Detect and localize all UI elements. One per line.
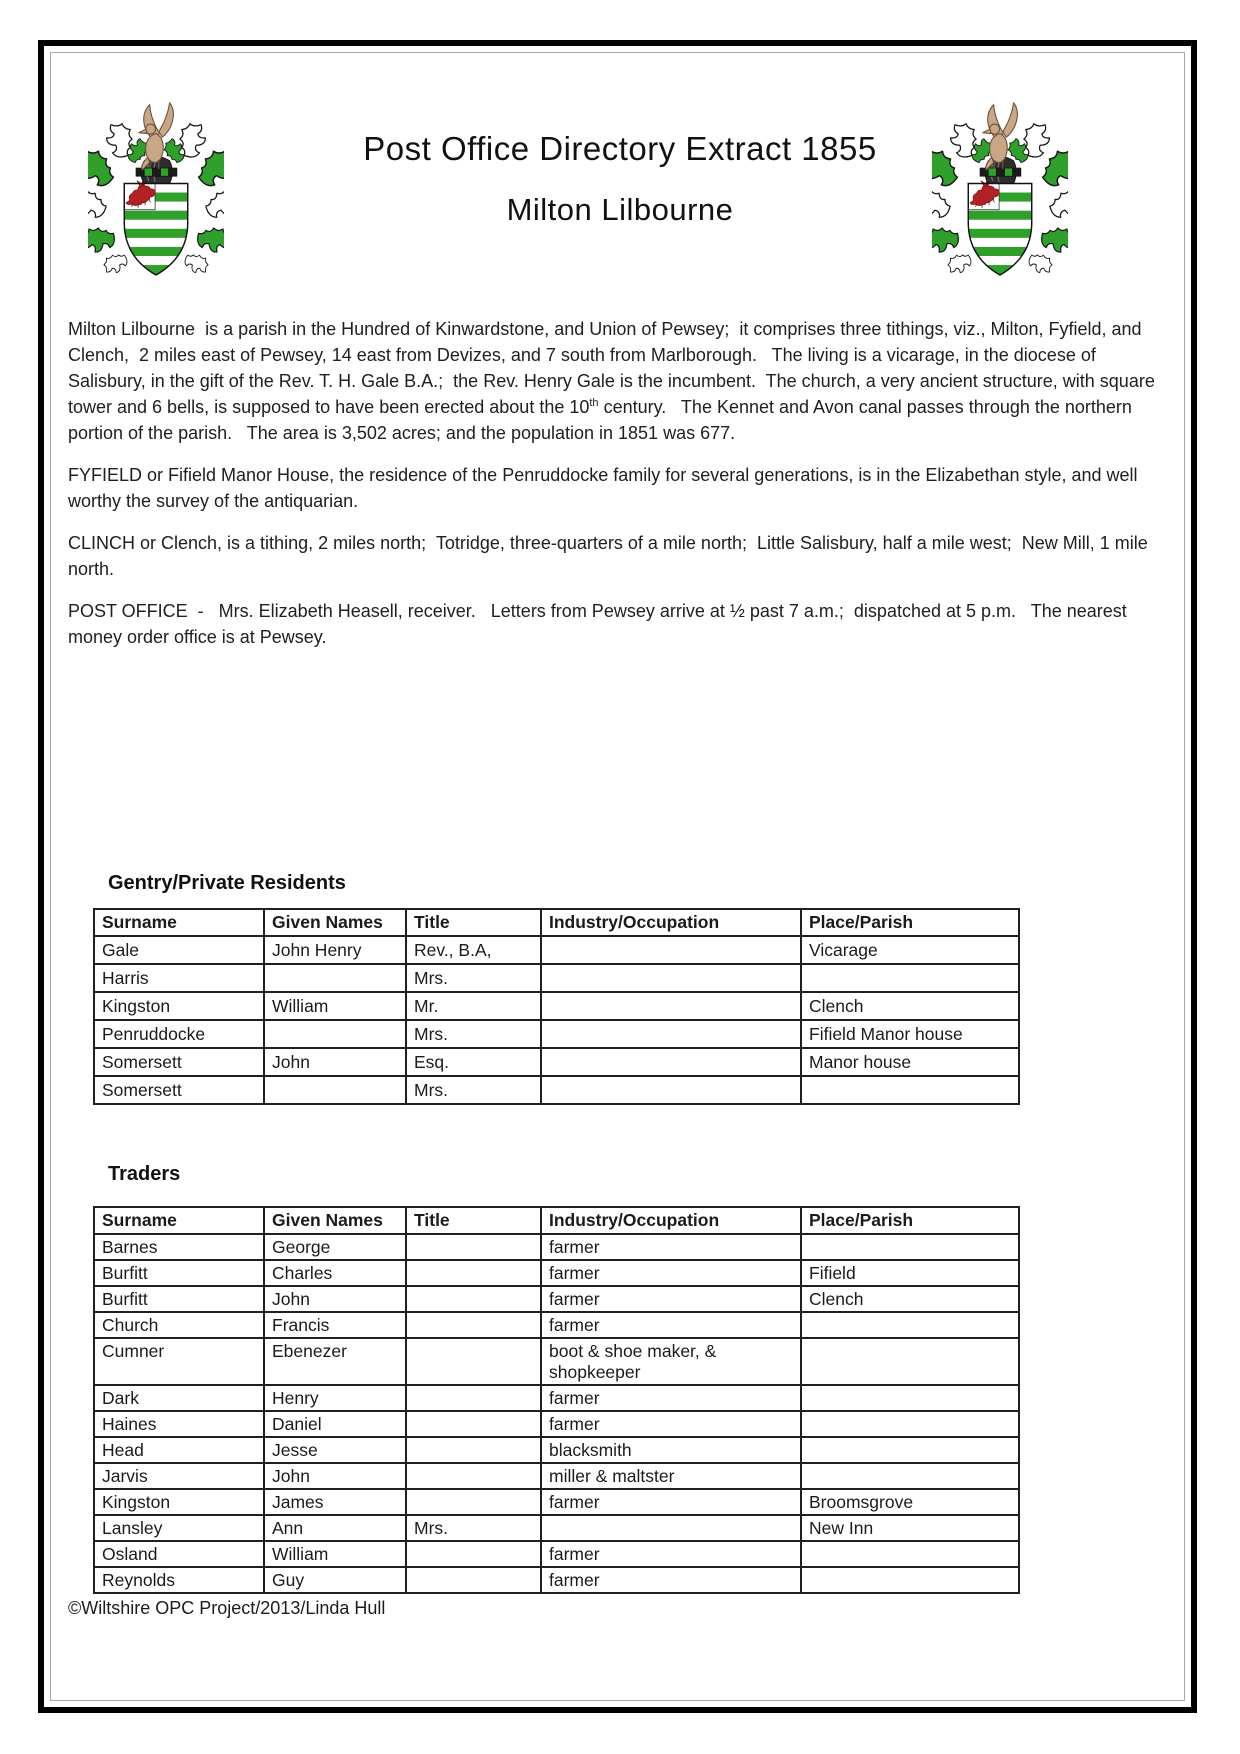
table-cell [406,1541,541,1567]
table-header-row [94,1207,1019,1234]
column-header: Place/Parish [801,909,1019,936]
table-cell [406,1338,541,1385]
table-cell: Clench [801,1286,1019,1312]
table-cell: miller & maltster [541,1463,801,1489]
table-cell [406,1411,541,1437]
table-cell: Guy [264,1567,406,1593]
table-row [94,1338,1019,1385]
table-cell [264,1076,406,1104]
table-cell: Clench [801,992,1019,1020]
table-cell: Ebenezer [264,1338,406,1385]
column-header: Title [406,1207,541,1234]
table-row [94,936,1019,964]
table-cell [541,1515,801,1541]
table-cell: farmer [541,1411,801,1437]
table-row [94,1489,1019,1515]
table-cell: John Henry [264,936,406,964]
table-cell: New Inn [801,1515,1019,1541]
table-row [94,992,1019,1020]
coat-of-arms-icon [88,96,224,280]
table-cell [406,1234,541,1260]
table-cell: Burfitt [94,1260,264,1286]
page-title: Post Office Directory Extract 1855 [363,130,877,167]
table-cell: William [264,992,406,1020]
table-cell [801,1463,1019,1489]
table-row [94,1463,1019,1489]
table-row [94,1286,1019,1312]
table-cell: Rev., B.A, [406,936,541,964]
table-cell [406,1437,541,1463]
table-cell: Penruddocke [94,1020,264,1048]
table-cell: Charles [264,1260,406,1286]
table-row [94,1234,1019,1260]
fyfield-paragraph: FYFIELD or Fifield Manor House, the residence of the Penruddocke family for several generations, is in the Elizabethan style, and well worthy the survey of the antiquarian. [68,465,1143,511]
coat-of-arms-icon [932,96,1068,280]
column-header: Industry/Occupation [541,1207,801,1234]
table-cell [406,1312,541,1338]
table-row [94,1076,1019,1104]
table-cell: farmer [541,1489,801,1515]
table-cell [406,1463,541,1489]
table-row [94,1515,1019,1541]
column-header: Given Names [264,909,406,936]
gentry-table [93,908,1020,1105]
column-header: Industry/Occupation [541,909,801,936]
table-cell: farmer [541,1541,801,1567]
column-header: Given Names [264,1207,406,1234]
table-cell: Osland [94,1541,264,1567]
table-cell: Jesse [264,1437,406,1463]
table-cell [801,1338,1019,1385]
table-cell: Kingston [94,992,264,1020]
table-row [94,1048,1019,1076]
table-cell [264,964,406,992]
table-cell [541,1048,801,1076]
table-cell: William [264,1541,406,1567]
table-cell: James [264,1489,406,1515]
table-cell [264,1020,406,1048]
copyright-text: ©Wiltshire OPC Project/2013/Linda Hull [68,1598,386,1618]
table-cell [541,1076,801,1104]
table-header-row [94,909,1019,936]
body-text [68,316,1176,666]
table-cell: Mrs. [406,964,541,992]
table-cell: Head [94,1437,264,1463]
table-cell [541,1020,801,1048]
table-cell [801,1385,1019,1411]
table-cell: Vicarage [801,936,1019,964]
column-header: Place/Parish [801,1207,1019,1234]
table-cell: farmer [541,1260,801,1286]
traders-table [93,1206,1020,1594]
table-cell: farmer [541,1312,801,1338]
table-row [94,1020,1019,1048]
page-subtitle: Milton Lilbourne [506,192,734,227]
post-office-paragraph: POST OFFICE - Mrs. Elizabeth Heasell, receiver. Letters from Pewsey arrive at ½ past 7 a.m.; dispatched at 5 p.m. The nearest money order office is at Pewsey. [68,601,1132,647]
table-cell: blacksmith [541,1437,801,1463]
table-row [94,1385,1019,1411]
table-cell: Burfitt [94,1286,264,1312]
table-cell: Mrs. [406,1076,541,1104]
table-row [94,1437,1019,1463]
table-cell [801,1234,1019,1260]
table-cell [801,1411,1019,1437]
table-row [94,964,1019,992]
table-cell: Somersett [94,1048,264,1076]
table-cell: Mrs. [406,1020,541,1048]
column-header: Surname [94,909,264,936]
table-cell [541,964,801,992]
table-cell: Broomsgrove [801,1489,1019,1515]
table-cell [801,1312,1019,1338]
table-cell: Fifield [801,1260,1019,1286]
intro-paragraph: Milton Lilbourne is a parish in the Hundred of Kinwardstone, and Union of Pewsey; it comprises three tithings, viz., Milton, Fyfield, and Clench, 2 miles east of Pewsey, 14 east from Devizes, and 7 south from Marlborough. The living is a vicarage, in the diocese of Salisbury, in the gift of the Rev. T. H. Gale B.A.; the Rev. Henry Gale is the incumbent. The church, a very ancient structure, with square tower and 6 bells, is supposed to have been erected about the 10th century. The Kennet and Avon canal passes through the northern portion of the parish. The area is 3,502 acres; and the population in 1851 was 677. [68,319,1160,443]
table-cell: boot & shoe maker, & shopkeeper [541,1338,801,1385]
table-cell: John [264,1463,406,1489]
table-cell: Gale [94,936,264,964]
table-cell: Fifield Manor house [801,1020,1019,1048]
gentry-section-heading: Gentry/Private Residents [108,872,346,894]
table-cell: Cumner [94,1338,264,1385]
table-row [94,1567,1019,1593]
table-cell: farmer [541,1567,801,1593]
table-cell: farmer [541,1234,801,1260]
table-cell: Reynolds [94,1567,264,1593]
table-cell: Lansley [94,1515,264,1541]
table-cell [406,1489,541,1515]
table-cell: Church [94,1312,264,1338]
table-cell: Kingston [94,1489,264,1515]
table-cell: Mr. [406,992,541,1020]
table-cell [541,992,801,1020]
table-cell [801,1541,1019,1567]
column-header: Surname [94,1207,264,1234]
table-cell: Esq. [406,1048,541,1076]
table-row [94,1411,1019,1437]
table-cell: Mrs. [406,1515,541,1541]
table-cell: Daniel [264,1411,406,1437]
table-cell [801,1567,1019,1593]
table-row [94,1312,1019,1338]
table-cell: John [264,1048,406,1076]
table-cell [406,1567,541,1593]
table-cell: Francis [264,1312,406,1338]
table-cell [406,1260,541,1286]
table-cell: farmer [541,1385,801,1411]
table-cell: Ann [264,1515,406,1541]
table-cell: Dark [94,1385,264,1411]
table-row [94,1260,1019,1286]
table-cell: Henry [264,1385,406,1411]
table-cell [541,936,801,964]
superscript-th: th [589,397,599,409]
table-cell: George [264,1234,406,1260]
table-cell: Harris [94,964,264,992]
table-row [94,1541,1019,1567]
table-cell: Somersett [94,1076,264,1104]
table-cell: Manor house [801,1048,1019,1076]
table-cell: Jarvis [94,1463,264,1489]
table-cell: Haines [94,1411,264,1437]
table-cell [801,1437,1019,1463]
clinch-paragraph: CLINCH or Clench, is a tithing, 2 miles north; Totridge, three-quarters of a mile north; Little Salisbury, half a mile west; New Mill, 1 mile north. [68,533,1153,579]
table-cell [406,1286,541,1312]
table-cell: Barnes [94,1234,264,1260]
table-cell [801,964,1019,992]
traders-section-heading: Traders [108,1163,181,1185]
table-cell [406,1385,541,1411]
table-cell [801,1076,1019,1104]
table-cell: John [264,1286,406,1312]
table-cell: farmer [541,1286,801,1312]
column-header: Title [406,909,541,936]
